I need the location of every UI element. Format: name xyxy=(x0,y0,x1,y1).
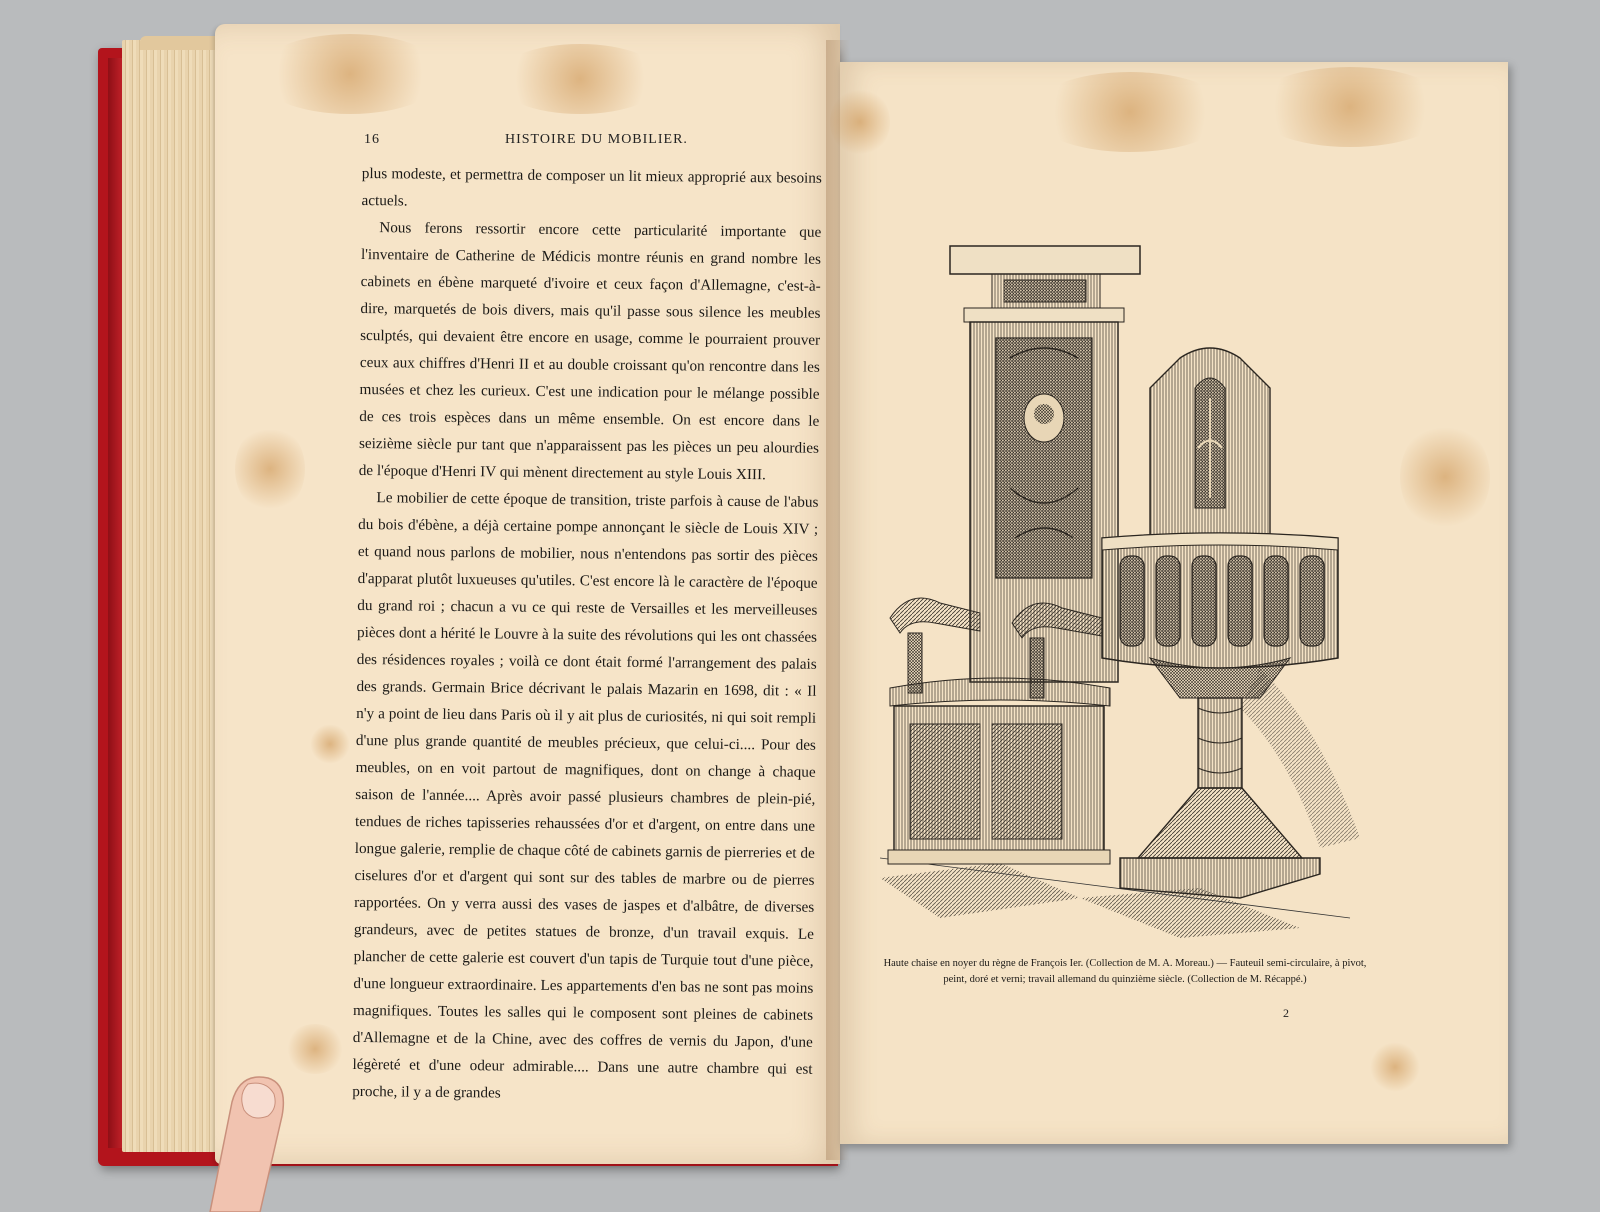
running-title: HISTOIRE DU MOBILIER. xyxy=(505,132,688,147)
chairs-engraving xyxy=(880,238,1380,938)
illustration-caption: Haute chaise en noyer du règne de François Ier. (Collection de M. A. Moreau.) — Fauteuil semi-circulaire, à pivot, peint, doré et verni; travail allemand du quinzième siècle. (Collection de M. Récappé.) xyxy=(883,958,1367,985)
paragraph-1: plus modeste, et permettra de composer un lit mieux approprié aux besoins actuels. xyxy=(361,164,822,210)
hand-thumb xyxy=(170,1062,290,1212)
semi-circular-armchair xyxy=(1102,348,1338,898)
paragraph-2: Nous ferons ressortir encore cette particularité importante que l'inventaire de Catherine de Médicis montre réunis en grand nombre les cabinets en ébène marqueté d'ivoire et ceux façon d'Allemagne, c'est-à-dire, marquetés de bois divers, mais qu'il passe sous silence les meubles sculptés, qui devaient être encore en usage, comme le pourraient prouver ceux aux chiffres d'Henri II et au double croissant qu'on rencontre dans les musées et chez les curieux. C'est une indication pour le mélange possible de ces trois espèces dans un même ensemble. On est encore dans le seizième siècle pur tant que n'apparaissent pas les pièces un peu alourdies de l'époque d'Henri IV qui mènent directement au style Louis XIII. xyxy=(358,219,822,484)
page-number: 16 xyxy=(364,132,380,147)
paragraph-3: Le mobilier de cette époque de transition, triste parfois à cause de l'abus du bois d'ébène, a déjà certaine pompe annonçant le siècle de Louis XIV ; et quand nous parlons de mobilier, nous n'entendons pas sortir des pièces d'apparat plutôt luxueuses qu'utiles. C'est encore là le caractère de l'époque du grand roi ; chacun a vu ce qui reste de Versailles et les merveilleuses pièces dont a hérité le Louvre à la suite des révolutions qui les ont chassées des résidences royales ; voilà ce dont était formé l'arrangement des palais des grands. Germain Brice décrivant le palais Mazarin en 1698, dit : « Il n'y a point de lieu dans Paris où il y ait plus de curiosités, ni qui soit rempli d'une plus grande quantité de meubles précieux, que celui-ci.... Pour des meubles, on en voit partout de magnifiques, dont on change à chaque saison de l'année.... Après avoir passé plusieurs chambres de plein-pié, tendues de riches tapisseries rehaussées d'or et d'argent, on entre dans une longue galerie, remplie de chaque côté de cabinets garnis de pierreries et de ciselures d'or et d'argent qui sont sur des tables de marbre ou de pierres rapportées. On y verra aussi des vases de jaspes et d'albâtre, de diverses grandeurs, avec de petites statues de bronze, d'un travail exquis. Le plancher de cette galerie est couvert d'un tapis de Turquie tout d'une pièce, d'une longueur extraordinaire. Les appartements d'en bas ne sont pas moins magnifiques. Toutes les salles qui le composent sont pleines de cabinets d'Allemagne et de la Chine, avec des coffres de vernis du Japon, d'une légèreté et d'une odeur admirable.... Dans une autre chambre qui est proche, il y a de grandes xyxy=(352,489,819,1102)
body-text xyxy=(352,160,822,1110)
plate-number: 2 xyxy=(1283,1006,1289,1020)
